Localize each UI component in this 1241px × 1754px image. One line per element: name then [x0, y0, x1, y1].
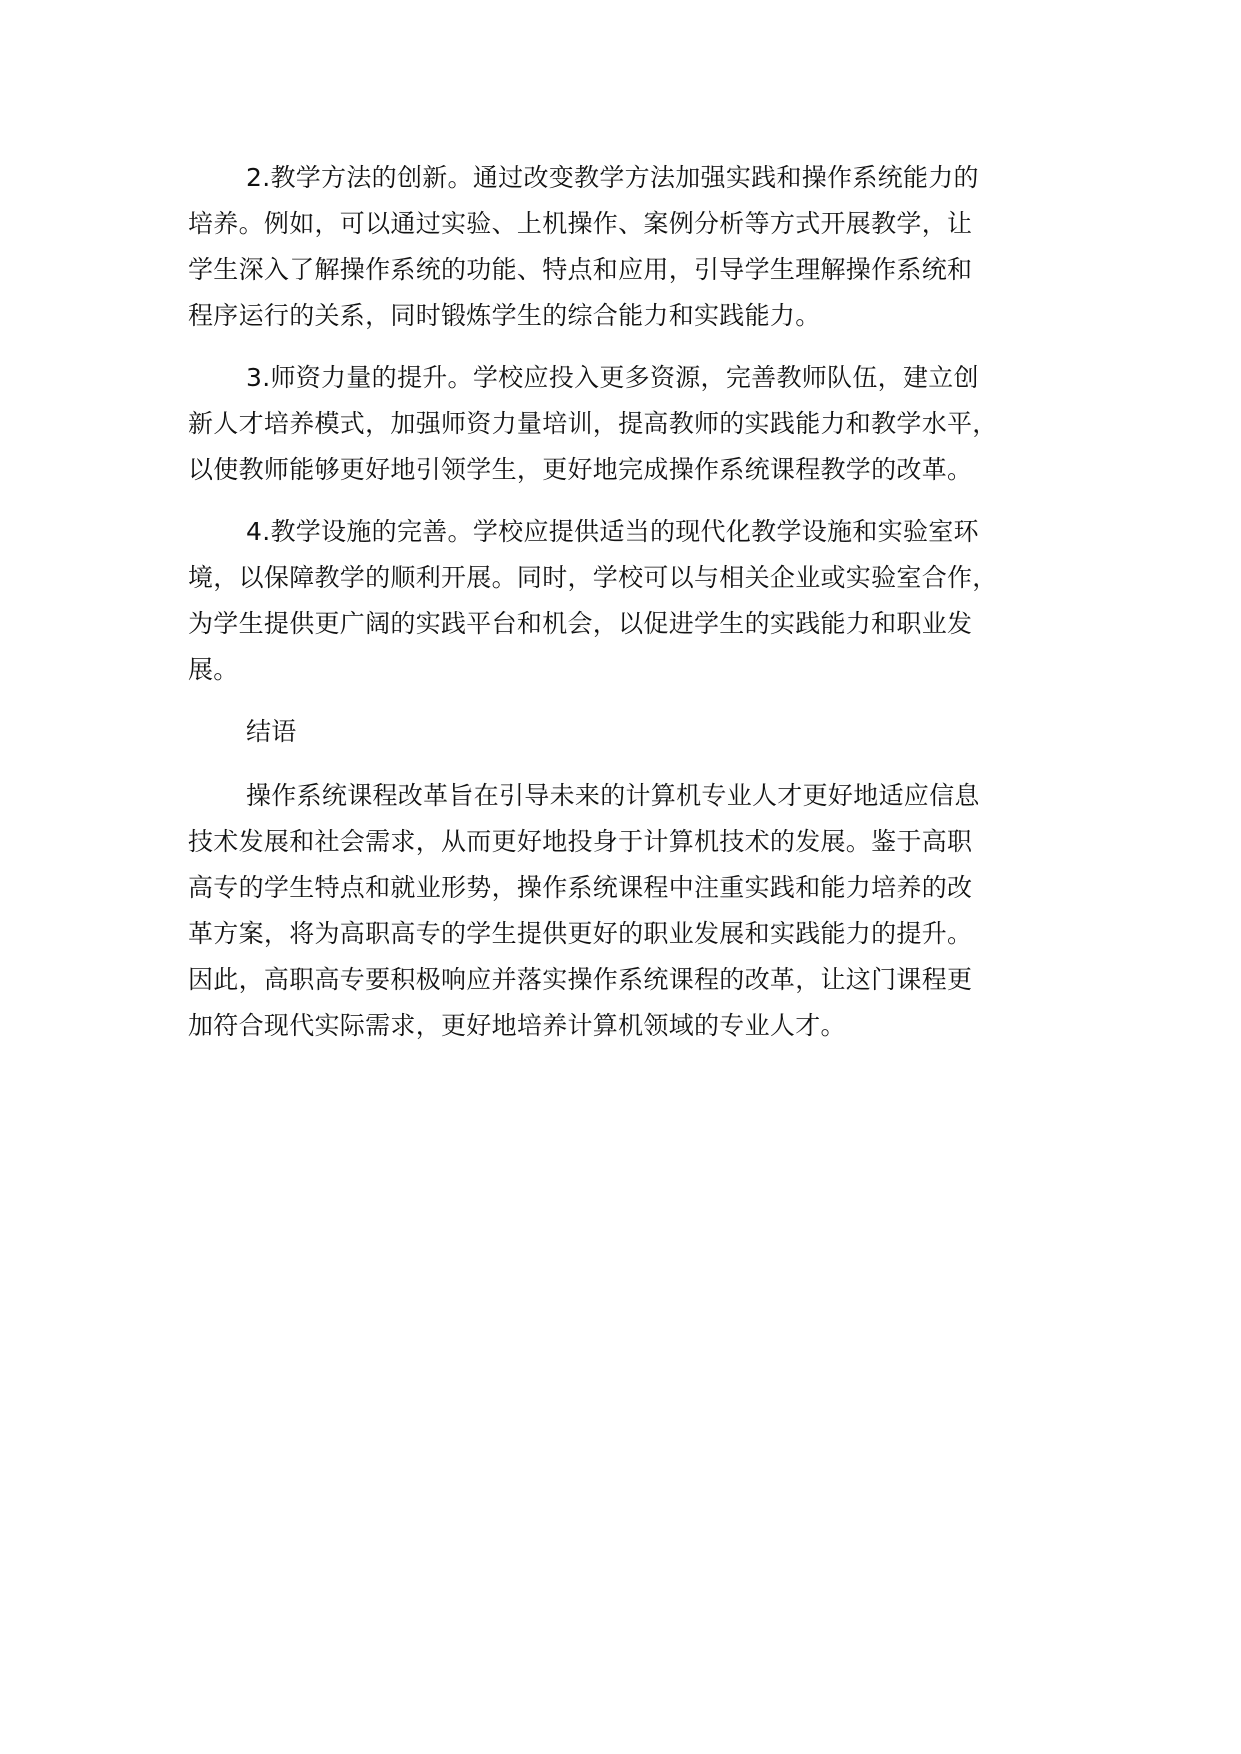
text-line: 加符合现代实际需求，更好地培养计算机领域的专业人才。: [188, 1011, 846, 1040]
paragraph-conclusion: [188, 773, 1068, 1049]
text-line: 为学生提供更广阔的实践平台和机会，以促进学生的实践能力和职业发: [188, 609, 973, 638]
text-line: 2.教学方法的创新。通过改变教学方法加强实践和操作系统能力的: [246, 163, 979, 192]
text-line: 高专的学生特点和就业形势，操作系统课程中注重实践和能力培养的改: [188, 873, 973, 902]
conclusion-heading: [188, 709, 1068, 755]
text-line: 革方案，将为高职高专的学生提供更好的职业发展和实践能力的提升。: [188, 919, 973, 948]
text-line: 4.教学设施的完善。学校应提供适当的现代化教学设施和实验室环: [246, 517, 979, 546]
paragraph-facilities: [188, 509, 1068, 693]
paragraph-faculty: [188, 355, 1068, 493]
text-line: 技术发展和社会需求，从而更好地投身于计算机技术的发展。鉴于高职: [188, 827, 973, 856]
text-line: 培养。例如，可以通过实验、上机操作、案例分析等方式开展教学，让: [188, 209, 973, 238]
text-line: 3.师资力量的提升。学校应投入更多资源，完善教师队伍，建立创: [246, 363, 979, 392]
text-line: 以使教师能够更好地引领学生，更好地完成操作系统课程教学的改革。: [188, 455, 973, 484]
text-line: 学生深入了解操作系统的功能、特点和应用，引导学生理解操作系统和: [188, 255, 973, 284]
text-line: 因此，高职高专要积极响应并落实操作系统课程的改革，让这门课程更: [188, 965, 973, 994]
text-line: 展。: [188, 655, 239, 684]
document-body: [188, 155, 1068, 1065]
text-line: 境，以保障教学的顺利开展。同时，学校可以与相关企业或实验室合作，: [188, 563, 998, 592]
text-line: 操作系统课程改革旨在引导未来的计算机专业人才更好地适应信息: [246, 781, 980, 810]
text-line: 新人才培养模式，加强师资力量培训，提高教师的实践能力和教学水平，: [188, 409, 998, 438]
text-line: 程序运行的关系，同时锻炼学生的综合能力和实践能力。: [188, 301, 821, 330]
paragraph-teaching-methods: [188, 155, 1068, 339]
heading-text: 结语: [246, 717, 297, 746]
